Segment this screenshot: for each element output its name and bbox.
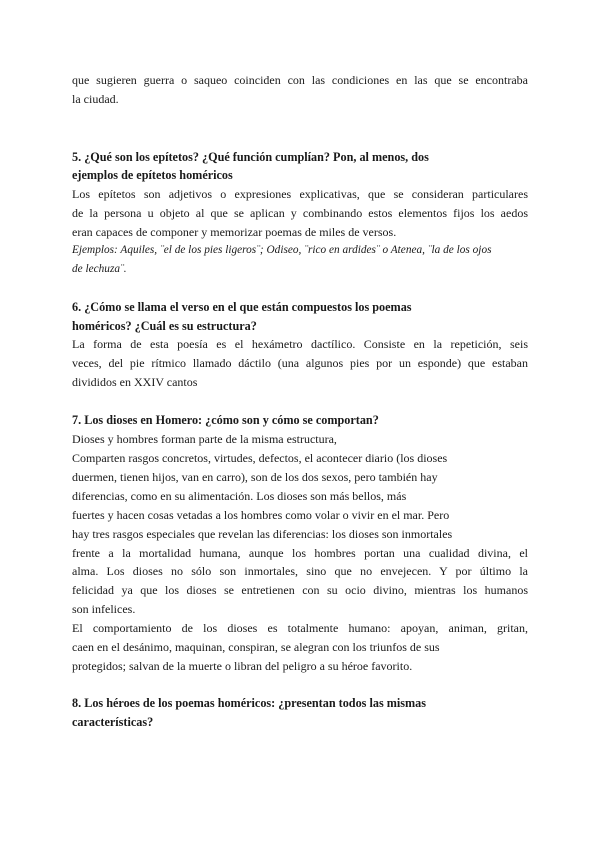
section-7-body-line-12: caen en el desánimo, maquinan, conspiran, se alegran con los triunfos de sus <box>72 640 440 654</box>
section-7-body-line-9: felicidad ya que los dioses se entretienen con su ocio divino, mientras los humanos <box>72 583 528 597</box>
section-7-body-line-7: frente a la mortalidad humana, aunque los hombres portan una cualidad divina, el <box>72 546 528 560</box>
section-7-heading: 7. Los dioses en Homero: ¿cómo son y cómo se comportan? <box>72 413 379 427</box>
section-6-heading-line-1: 6. ¿Cómo se llama el verso en el que están compuestos los poemas <box>72 300 412 314</box>
intro-line-2: la ciudad. <box>72 92 119 106</box>
section-8-heading-line-2: características? <box>72 715 154 729</box>
section-7-body-line-11: El comportamiento de los dioses es totalmente humano: apoyan, animan, gritan, <box>72 621 528 635</box>
section-5-body-line-2: de la persona u objeto al que se aplican y combinando estos elementos fijos los aedos <box>72 206 528 220</box>
section-7-body-line-10: son infelices. <box>72 602 136 616</box>
section-5-body-line-3: eran capaces de componer y memorizar poemas de miles de versos. <box>72 225 397 239</box>
section-5-heading-line-1: 5. ¿Qué son los epítetos? ¿Qué función cumplían? Pon, al menos, dos <box>72 150 429 164</box>
section-6-heading-line-2: homéricos? ¿Cuál es su estructura? <box>72 319 257 333</box>
section-5-body-line-1: Los epítetos son adjetivos o expresiones explicativas, que se consideran particulares <box>72 187 528 201</box>
section-7-body-line-6: hay tres rasgos especiales que revelan las diferencias: los dioses son inmortales <box>72 527 453 541</box>
section-7-body-line-1: Dioses y hombres forman parte de la misma estructura, <box>72 432 337 446</box>
section-5-examples-line-2: de lechuza¨. <box>72 263 127 275</box>
section-8-heading-line-1: 8. Los héroes de los poemas homéricos: ¿presentan todos las mismas <box>72 696 427 710</box>
section-6-body-line-1: La forma de esta poesía es el hexámetro dactílico. Consiste en la repetición, seis <box>72 337 528 351</box>
section-5-heading-line-2: ejemplos de epítetos homéricos <box>72 168 233 182</box>
section-7-body-line-2: Comparten rasgos concretos, virtudes, defectos, el acontecer diario (los dioses <box>72 451 448 465</box>
section-6-body-line-3: divididos en XXIV cantos <box>72 375 198 389</box>
section-7-body-line-4: diferencias, como en su alimentación. Los dioses son más bellos, más <box>72 489 407 503</box>
section-7-body-line-5: fuertes y hacen cosas vetadas a los hombres como volar o vivir en el mar. Pero <box>72 508 450 522</box>
intro-line-1: que sugieren guerra o saqueo coinciden con las condiciones en las que se encontraba <box>72 73 528 87</box>
section-7-body-line-13: protegidos; salvan de la muerte o libran del peligro a su héroe favorito. <box>72 659 413 673</box>
section-7-body-line-8: alma. Los dioses no sólo son inmortales, sino que no envejecen. Y por último la <box>72 564 528 578</box>
section-6-body-line-2: veces, del pie rítmico llamado dáctilo (una algunos pies por un esponde) que estaban <box>72 356 528 370</box>
section-7-body-line-3: duermen, tienen hijos, van en carro), son de los dos sexos, pero también hay <box>72 470 438 484</box>
section-5-examples-line-1: Ejemplos: Aquiles, ¨el de los pies ligeros¨; Odiseo, ¨rico en ardides¨ o Atenea, ¨la de los ojos <box>72 244 492 256</box>
